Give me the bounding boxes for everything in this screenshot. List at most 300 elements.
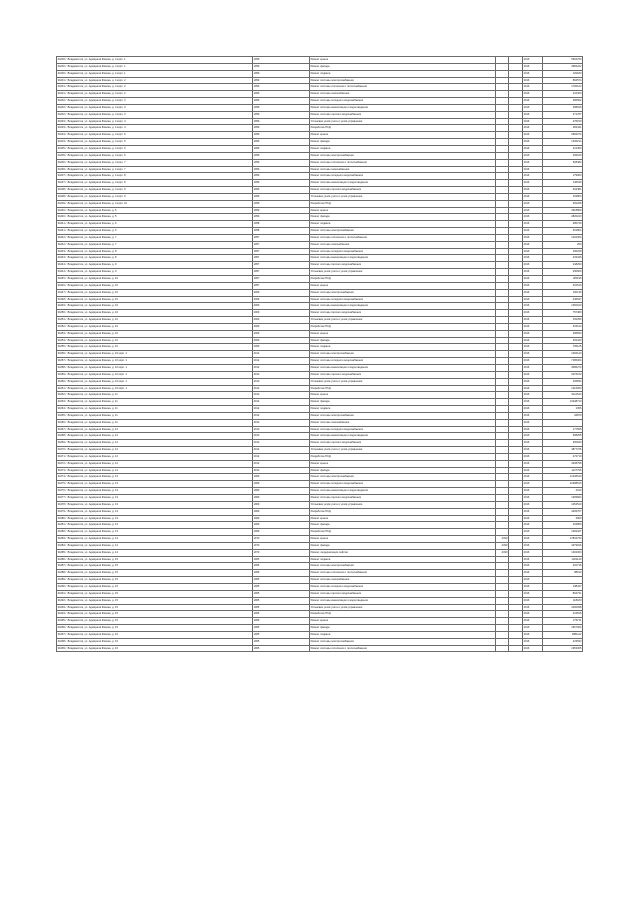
work-type-cell: Ремонт системы газоснабжения xyxy=(310,91,496,98)
extra-cell xyxy=(509,583,523,590)
table-row xyxy=(57,364,583,371)
cost-cell: 1796124 xyxy=(543,84,583,91)
extra-cell xyxy=(509,358,523,365)
address-cell: 34289 г. Владивосток, ул. Адмирала Фокина, д. 15 xyxy=(57,577,253,584)
cost-cell: 11346619 xyxy=(543,474,583,481)
work-type-cell: Ремонт системы отопления и теплоснабжения xyxy=(310,234,496,241)
plan-year-cell: 2016 xyxy=(523,63,543,70)
plan-year-cell: 2016 xyxy=(523,399,543,406)
table-row xyxy=(57,241,583,248)
extra-cell xyxy=(509,508,523,515)
plan-year-cell: 2016 xyxy=(523,385,543,392)
year-cell: 1959 xyxy=(253,118,310,125)
extra-cell xyxy=(509,536,523,543)
area-cell xyxy=(496,433,509,440)
extra-cell xyxy=(509,378,523,385)
table-row xyxy=(57,351,583,358)
address-cell: 34246 г. Владивосток, ул. Адмирала Фокина, д. 10 xyxy=(57,282,253,289)
plan-year-cell: 2016 xyxy=(523,570,543,577)
year-cell: 1959 xyxy=(253,104,310,111)
extra-cell xyxy=(509,77,523,84)
table-row xyxy=(57,501,583,508)
extra-cell xyxy=(509,296,523,303)
address-cell: 34270 г. Владивосток, ул. Адмирала Фокина, д. 12 xyxy=(57,447,253,454)
area-cell xyxy=(496,84,509,91)
address-cell: 34244 г. Владивосток, ул. Адмирала Фокина, д. 9 xyxy=(57,262,253,269)
table-row xyxy=(57,228,583,235)
extra-cell xyxy=(509,289,523,296)
table-row xyxy=(57,255,583,262)
year-cell: 1958 xyxy=(253,221,310,228)
table-row xyxy=(57,289,583,296)
address-cell: 34275 г. Владивосток, ул. Адмирала Фокина, д. 13 xyxy=(57,481,253,488)
year-cell: 1959 xyxy=(253,193,310,200)
work-type-cell: Ремонт системы канализации и водоотведения xyxy=(310,364,496,371)
area-cell xyxy=(496,625,509,632)
area-cell xyxy=(496,604,509,611)
table-row xyxy=(57,474,583,481)
year-cell: 1959 xyxy=(253,207,310,214)
cost-cell xyxy=(543,419,583,426)
plan-year-cell: 2016 xyxy=(523,536,543,543)
cost-cell: 458916 xyxy=(543,104,583,111)
year-cell: 2009 xyxy=(253,317,310,324)
extra-cell xyxy=(509,474,523,481)
cost-cell: 1254510 xyxy=(543,501,583,508)
area-cell xyxy=(496,597,509,604)
address-cell: 34259 г. Владивосток, ул. Адмирала Фокина, д. 10 корп. 1 xyxy=(57,371,253,378)
plan-year-cell: 2016 xyxy=(523,269,543,276)
area-cell xyxy=(496,419,509,426)
area-cell xyxy=(496,508,509,515)
year-cell: 2012 xyxy=(253,392,310,399)
address-cell: 34298 г. Владивосток, ул. Адмирала Фокина, д. 16 xyxy=(57,638,253,645)
year-cell: 1965 xyxy=(253,563,310,570)
cost-cell: 757480 xyxy=(543,310,583,317)
plan-year-cell: 2016 xyxy=(523,488,543,495)
year-cell: 1957 xyxy=(253,282,310,289)
plan-year-cell: 2016 xyxy=(523,180,543,187)
cost-cell: 264850 xyxy=(543,522,583,529)
area-cell xyxy=(496,111,509,118)
plan-year-cell: 2016 xyxy=(523,625,543,632)
work-type-cell: Ремонт системы канализации и водоотведения xyxy=(310,597,496,604)
table-row xyxy=(57,104,583,111)
cost-cell xyxy=(543,166,583,173)
extra-cell xyxy=(509,200,523,207)
year-cell: 1970 xyxy=(253,542,310,549)
table-row xyxy=(57,590,583,597)
plan-year-cell: 2016 xyxy=(523,378,543,385)
cost-cell: 461610 xyxy=(543,282,583,289)
work-type-cell: Ремонт системы канализации и водоотведения xyxy=(310,488,496,495)
area-cell xyxy=(496,645,509,652)
plan-year-cell: 2016 xyxy=(523,193,543,200)
address-cell: 34296 г. Владивосток, ул. Адмирала Фокина, д. 15 xyxy=(57,625,253,632)
extra-cell xyxy=(509,111,523,118)
area-cell xyxy=(496,563,509,570)
area-cell xyxy=(496,91,509,98)
cost-cell: 3060 xyxy=(543,515,583,522)
plan-year-cell: 2016 xyxy=(523,597,543,604)
extra-cell xyxy=(509,248,523,255)
table-row xyxy=(57,282,583,289)
table-row xyxy=(57,631,583,638)
year-cell: 1965 xyxy=(253,556,310,563)
area-cell xyxy=(496,152,509,159)
work-type-cell: Ремонт системы горячего водоснабжения xyxy=(310,262,496,269)
area-cell xyxy=(496,618,509,625)
area-cell xyxy=(496,440,509,447)
area-cell xyxy=(496,125,509,132)
year-cell: 1959 xyxy=(253,187,310,194)
address-cell: 34261 г. Владивосток, ул. Адмирала Фокина, д. 10 корп. 1 xyxy=(57,385,253,392)
plan-year-cell: 2016 xyxy=(523,132,543,139)
table-row xyxy=(57,207,583,214)
address-cell: 34269 г. Владивосток, ул. Адмирала Фокина, д. 12 xyxy=(57,440,253,447)
area-cell xyxy=(496,166,509,173)
cost-cell: 1967364 xyxy=(543,625,583,632)
cost-cell: 7186364 xyxy=(543,358,583,365)
work-type-cell: Ремонт системы газоснабжения xyxy=(310,419,496,426)
area-cell xyxy=(496,412,509,419)
table-row xyxy=(57,645,583,652)
area-cell xyxy=(496,529,509,536)
year-cell: 1957 xyxy=(253,255,310,262)
year-cell: 2012 xyxy=(253,440,310,447)
extra-cell xyxy=(509,529,523,536)
plan-year-cell: 2016 xyxy=(523,440,543,447)
extra-cell xyxy=(509,145,523,152)
year-cell: 1959 xyxy=(253,139,310,146)
extra-cell xyxy=(509,337,523,344)
table-row xyxy=(57,426,583,433)
work-type-cell: Ремонт системы канализации и водоотведения xyxy=(310,255,496,262)
address-cell: 34240 г. Владивосток, ул. Адмирала Фокина, д. 5 xyxy=(57,214,253,221)
work-type-cell: Разработка ПСД xyxy=(310,508,496,515)
address-cell: 34230 г. Владивосток, ул. Адмирала Фокина, д. 4 корп. 1 xyxy=(57,57,253,64)
address-cell: 34231 г. Владивосток, ул. Адмирала Фокина, д. 4 корп. 2 xyxy=(57,84,253,91)
area-cell: 2330 xyxy=(496,536,509,543)
area-cell xyxy=(496,337,509,344)
year-cell: 2009 xyxy=(253,330,310,337)
table-row xyxy=(57,399,583,406)
cost-cell: 181180 xyxy=(543,70,583,77)
extra-cell xyxy=(509,323,523,330)
plan-year-cell: 2016 xyxy=(523,145,543,152)
cost-cell: 94870 xyxy=(543,412,583,419)
area-cell xyxy=(496,330,509,337)
cost-cell: 250600 xyxy=(543,269,583,276)
work-type-cell: Ремонт фасада xyxy=(310,625,496,632)
extra-cell xyxy=(509,269,523,276)
cost-cell: 17834733 xyxy=(543,536,583,543)
work-type-cell: Ремонт подвала xyxy=(310,344,496,351)
cost-cell: 1305824 xyxy=(543,495,583,502)
cost-cell: 864731 xyxy=(543,590,583,597)
address-cell: 34258 г. Владивосток, ул. Адмирала Фокина, д. 10 корп. 1 xyxy=(57,364,253,371)
address-cell: 34233 г. Владивосток, ул. Адмирала Фокина, д. 4 корп. 4 xyxy=(57,125,253,132)
cost-cell: 661804 xyxy=(543,228,583,235)
address-cell: 34232 г. Владивосток, ул. Адмирала Фокина, д. 4 корп. 3 xyxy=(57,111,253,118)
year-cell: 1970 xyxy=(253,549,310,556)
year-cell: 1959 xyxy=(253,57,310,64)
area-cell xyxy=(496,98,509,105)
area-cell xyxy=(496,385,509,392)
work-type-cell: Разработка ПСД xyxy=(310,323,496,330)
address-cell: 34262 г. Владивосток, ул. Адмирала Фокина, д. 11 xyxy=(57,392,253,399)
table-row xyxy=(57,460,583,467)
extra-cell xyxy=(509,214,523,221)
extra-cell xyxy=(509,556,523,563)
work-type-cell: Ремонт фасада xyxy=(310,139,496,146)
year-cell: 2009 xyxy=(253,303,310,310)
year-cell: 2012 xyxy=(253,447,310,454)
extra-cell xyxy=(509,118,523,125)
table-row xyxy=(57,173,583,180)
extra-cell xyxy=(509,590,523,597)
year-cell: 2012 xyxy=(253,351,310,358)
cost-cell: 21698615 xyxy=(543,481,583,488)
work-type-cell: Ремонт системы электроснабжения xyxy=(310,351,496,358)
plan-year-cell: 2016 xyxy=(523,111,543,118)
table-row xyxy=(57,522,583,529)
address-cell: 34238 г. Владивосток, ул. Адмирала Фокина, д. 4 корп. 9 xyxy=(57,187,253,194)
area-cell xyxy=(496,323,509,330)
address-cell: 34279 г. Владивосток, ул. Адмирала Фокина, д. 13 xyxy=(57,508,253,515)
extra-cell xyxy=(509,412,523,419)
plan-year-cell: 2016 xyxy=(523,173,543,180)
extra-cell xyxy=(509,70,523,77)
address-cell: 34243 г. Владивосток, ул. Адмирала Фокина, д. 8 xyxy=(57,248,253,255)
area-cell xyxy=(496,515,509,522)
area-cell xyxy=(496,488,509,495)
address-cell: 34297 г. Владивосток, ул. Адмирала Фокина, д. 16 xyxy=(57,631,253,638)
address-cell: 34286 г. Владивосток, ул. Адмирала Фокина, д. 15 xyxy=(57,556,253,563)
year-cell: 1959 xyxy=(253,159,310,166)
address-cell: 34282 г. Владивосток, ул. Адмирала Фокина, д. 13 xyxy=(57,529,253,536)
plan-year-cell: 2016 xyxy=(523,358,543,365)
cost-cell: 615124 xyxy=(543,323,583,330)
table-row xyxy=(57,467,583,474)
address-cell: 34272 г. Владивосток, ул. Адмирала Фокина, д. 12 xyxy=(57,460,253,467)
cost-cell: 2820223 xyxy=(543,214,583,221)
area-cell xyxy=(496,611,509,618)
table-row xyxy=(57,406,583,413)
extra-cell xyxy=(509,460,523,467)
area-cell xyxy=(496,310,509,317)
table-row xyxy=(57,618,583,625)
cost-cell: 218290 xyxy=(543,262,583,269)
area-cell xyxy=(496,453,509,460)
table-row xyxy=(57,563,583,570)
plan-year-cell: 2016 xyxy=(523,262,543,269)
cost-cell: 1953005 xyxy=(543,645,583,652)
area-cell xyxy=(496,371,509,378)
address-cell: 34288 г. Владивосток, ул. Адмирала Фокина, д. 15 xyxy=(57,570,253,577)
cost-cell: 1302000 xyxy=(543,549,583,556)
work-type-cell: Ремонт крыши xyxy=(310,132,496,139)
area-cell xyxy=(496,577,509,584)
plan-year-cell: 2016 xyxy=(523,187,543,194)
cost-cell: 4877376 xyxy=(543,447,583,454)
plan-year-cell: 2016 xyxy=(523,84,543,91)
year-cell: 2012 xyxy=(253,358,310,365)
extra-cell xyxy=(509,625,523,632)
address-cell: 34284 г. Владивосток, ул. Адмирала Фокина, д. 14 xyxy=(57,542,253,549)
table-row xyxy=(57,515,583,522)
table-row xyxy=(57,433,583,440)
year-cell: 1957 xyxy=(253,276,310,283)
year-cell: 2012 xyxy=(253,378,310,385)
area-cell xyxy=(496,282,509,289)
year-cell: 2009 xyxy=(253,323,310,330)
extra-cell xyxy=(509,522,523,529)
plan-year-cell: 2016 xyxy=(523,433,543,440)
work-type-cell: Ремонт подвала xyxy=(310,221,496,228)
table-row xyxy=(57,419,583,426)
year-cell: 2012 xyxy=(253,460,310,467)
year-cell: 1969 xyxy=(253,481,310,488)
plan-year-cell: 2016 xyxy=(523,200,543,207)
plan-year-cell: 2016 xyxy=(523,481,543,488)
extra-cell xyxy=(509,193,523,200)
area-cell xyxy=(496,139,509,146)
cost-cell: 154800 xyxy=(543,193,583,200)
address-cell: 34230 г. Владивосток, ул. Адмирала Фокина, д. 4 корп. 1 xyxy=(57,63,253,70)
plan-year-cell: 2016 xyxy=(523,214,543,221)
plan-year-cell: 2016 xyxy=(523,234,543,241)
plan-year-cell: 2016 xyxy=(523,392,543,399)
work-type-cell: Ремонт крыши xyxy=(310,392,496,399)
work-type-cell: Ремонт системы отопления и теплоснабжения xyxy=(310,84,496,91)
work-type-cell: Ремонт системы холодного водоснабжения xyxy=(310,358,496,365)
table-row xyxy=(57,70,583,77)
year-cell: 1959 xyxy=(253,63,310,70)
table-row xyxy=(57,166,583,173)
area-cell xyxy=(496,207,509,214)
work-type-cell: Ремонт фасада xyxy=(310,399,496,406)
year-cell: 1969 xyxy=(253,529,310,536)
cost-cell: 568255 xyxy=(543,433,583,440)
table-row xyxy=(57,98,583,105)
plan-year-cell: 2016 xyxy=(523,638,543,645)
address-cell: 34265 г. Владивосток, ул. Адмирала Фокина, д. 11 xyxy=(57,412,253,419)
year-cell: 1965 xyxy=(253,625,310,632)
address-cell: 34257 г. Владивосток, ул. Адмирала Фокина, д. 10 корп. 1 xyxy=(57,358,253,365)
area-cell xyxy=(496,481,509,488)
area-cell xyxy=(496,187,509,194)
area-cell xyxy=(496,303,509,310)
table-row xyxy=(57,344,583,351)
extra-cell xyxy=(509,139,523,146)
area-cell xyxy=(496,378,509,385)
address-cell: 34299 г. Владивосток, ул. Адмирала Фокина, д. 16 xyxy=(57,645,253,652)
extra-cell xyxy=(509,488,523,495)
cost-cell: 423533 xyxy=(543,638,583,645)
address-cell: 34236 г. Владивосток, ул. Адмирала Фокина, д. 4 корп. 7 xyxy=(57,166,253,173)
work-type-cell: Ремонт фасада xyxy=(310,467,496,474)
table-row xyxy=(57,77,583,84)
area-cell xyxy=(496,200,509,207)
plan-year-cell: 2016 xyxy=(523,91,543,98)
extra-cell xyxy=(509,344,523,351)
area-cell: 2330 xyxy=(496,549,509,556)
year-cell: 2012 xyxy=(253,406,310,413)
year-cell: 1959 xyxy=(253,132,310,139)
repair-schedule-table xyxy=(56,56,583,652)
work-type-cell: Ремонт крыши xyxy=(310,536,496,543)
address-cell: 34253 г. Владивосток, ул. Адмирала Фокина, д. 10 xyxy=(57,330,253,337)
table-row xyxy=(57,84,583,91)
work-type-cell: Ремонт системы горячего водоснабжения xyxy=(310,371,496,378)
address-cell: 34287 г. Владивосток, ул. Адмирала Фокина, д. 15 xyxy=(57,563,253,570)
area-cell: 2330 xyxy=(496,542,509,549)
extra-cell xyxy=(509,173,523,180)
cost-cell: 4405767 xyxy=(543,508,583,515)
work-type-cell: Ремонт системы горячего водоснабжения xyxy=(310,590,496,597)
plan-year-cell: 2016 xyxy=(523,563,543,570)
table-row xyxy=(57,111,583,118)
extra-cell xyxy=(509,317,523,324)
cost-cell: 433346 xyxy=(543,255,583,262)
work-type-cell: Ремонт крыши xyxy=(310,57,496,64)
area-cell xyxy=(496,193,509,200)
address-cell: 34295 г. Владивосток, ул. Адмирала Фокина, д. 15 xyxy=(57,618,253,625)
table-row xyxy=(57,303,583,310)
table-row xyxy=(57,570,583,577)
work-type-cell: Установка узлов учета и узлов управления xyxy=(310,378,496,385)
plan-year-cell: 2016 xyxy=(523,474,543,481)
cost-cell: 3086274 xyxy=(543,364,583,371)
cost-cell: 765125 xyxy=(543,344,583,351)
cost-cell: 276711 xyxy=(543,618,583,625)
area-cell xyxy=(496,118,509,125)
year-cell: 1957 xyxy=(253,248,310,255)
year-cell: 1965 xyxy=(253,583,310,590)
plan-year-cell: 2016 xyxy=(523,556,543,563)
extra-cell xyxy=(509,125,523,132)
year-cell: 2009 xyxy=(253,289,310,296)
extra-cell xyxy=(509,84,523,91)
table-row xyxy=(57,447,583,454)
cost-cell: 412460 xyxy=(543,145,583,152)
year-cell: 2012 xyxy=(253,453,310,460)
work-type-cell: Ремонт системы электроснабжения xyxy=(310,152,496,159)
area-cell xyxy=(496,214,509,221)
year-cell: 1959 xyxy=(253,145,310,152)
work-type-cell: Ремонт системы холодного водоснабжения xyxy=(310,98,496,105)
cost-cell: 1360010 xyxy=(543,303,583,310)
cost-cell: 4379916 xyxy=(543,542,583,549)
extra-cell xyxy=(509,604,523,611)
plan-year-cell: 2016 xyxy=(523,98,543,105)
year-cell: 1959 xyxy=(253,111,310,118)
address-cell: 34251 г. Владивосток, ул. Адмирала Фокина, д. 10 xyxy=(57,317,253,324)
work-type-cell: Установка узлов учета и узлов управления xyxy=(310,118,496,125)
work-type-cell: Ремонт системы горячего водоснабжения xyxy=(310,310,496,317)
cost-cell: 224815 xyxy=(543,611,583,618)
area-cell xyxy=(496,262,509,269)
year-cell: 1959 xyxy=(253,200,310,207)
plan-year-cell: 2016 xyxy=(523,310,543,317)
area-cell xyxy=(496,556,509,563)
plan-year-cell: 2016 xyxy=(523,289,543,296)
cost-cell: 1201140 xyxy=(543,556,583,563)
plan-year-cell: 2016 xyxy=(523,118,543,125)
cost-cell: 1416000 xyxy=(543,385,583,392)
address-cell: 34240 г. Владивосток, ул. Адмирала Фокина, д. 5 xyxy=(57,207,253,214)
